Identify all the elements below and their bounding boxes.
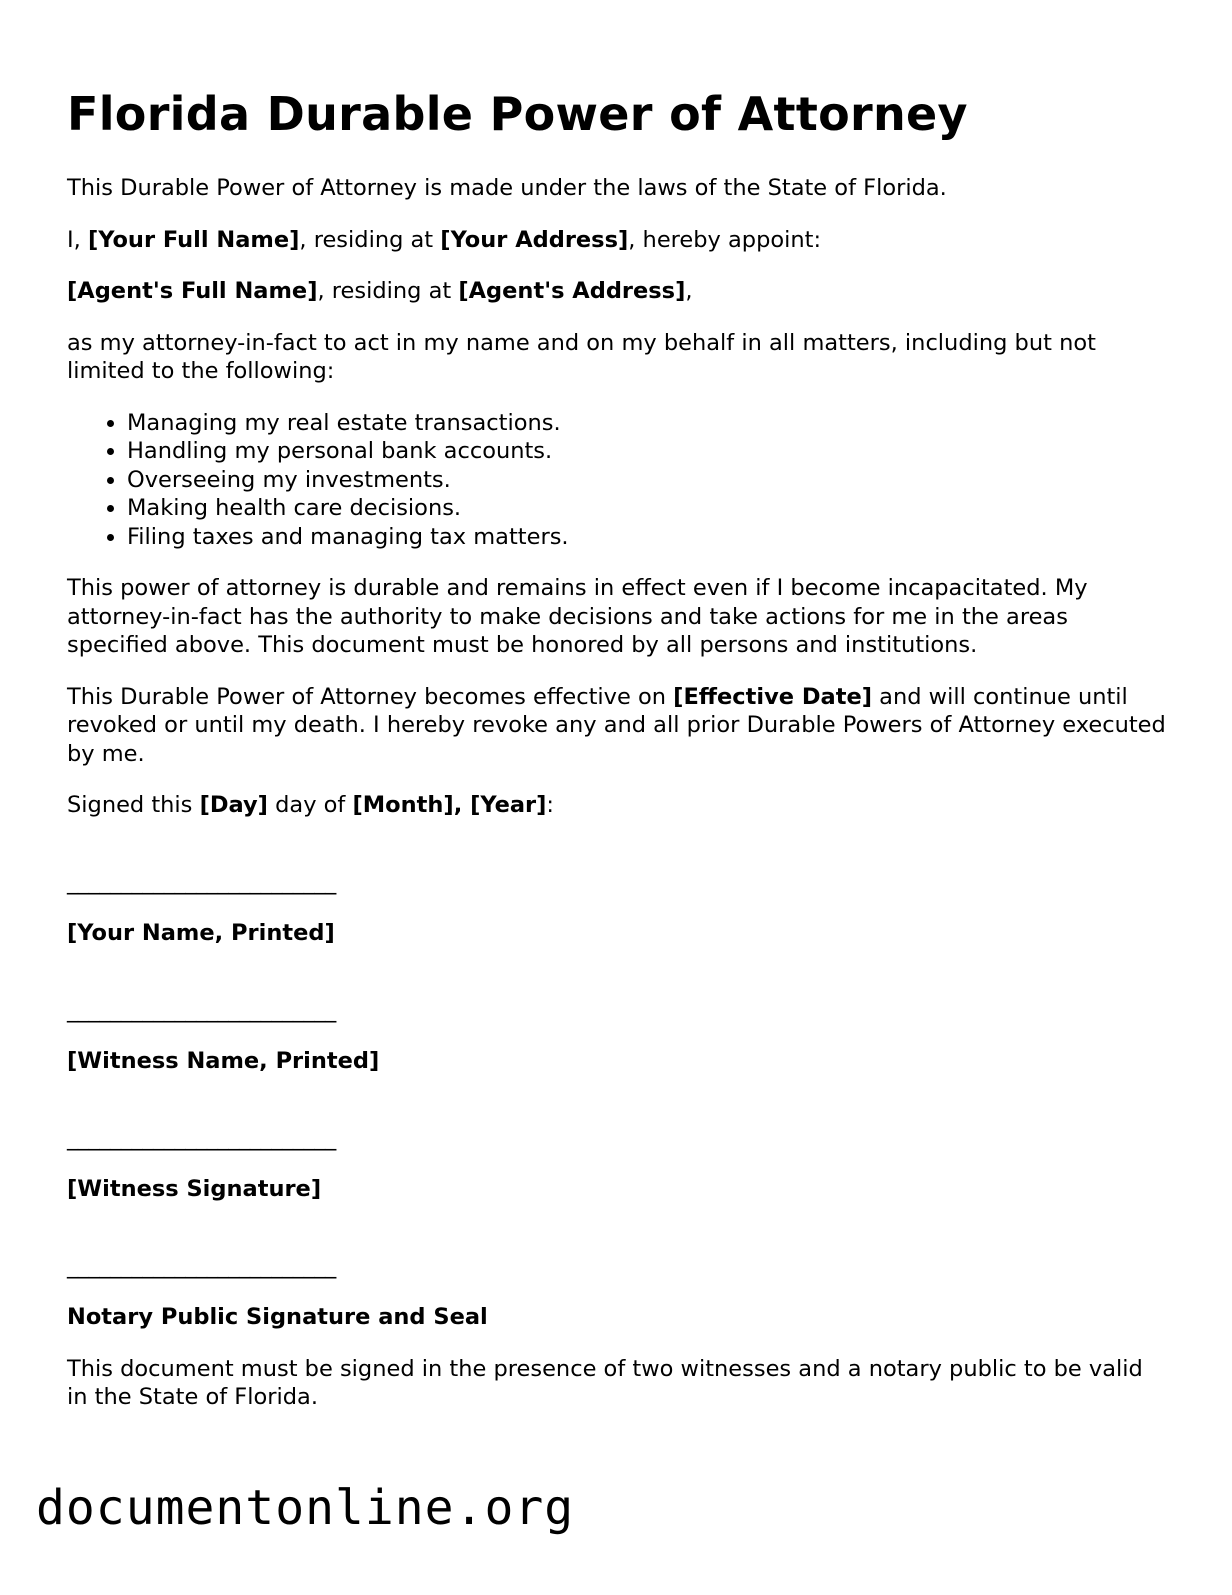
list-item: • Managing my real estate transactions. bbox=[127, 409, 1167, 438]
document-title: Florida Durable Power of Attorney bbox=[67, 87, 968, 141]
scope-intro-paragraph: as my attorney-in-fact to act in my name and on my behalf in all matters, including but not limited to the following: bbox=[67, 329, 1096, 384]
principal-paragraph bbox=[67, 226, 1167, 255]
signed-day-placeholder: [Day] bbox=[199, 792, 268, 818]
list-item: • Overseeing my investments. bbox=[127, 466, 1167, 495]
principal-prefix: I, bbox=[67, 226, 88, 253]
watermark: documentonline.org bbox=[36, 1480, 575, 1536]
signed-month-year-placeholder: [Month], [Year] bbox=[352, 792, 547, 818]
signature-line[interactable]: _________________________ bbox=[67, 868, 336, 895]
principal-suffix: , hereby appoint: bbox=[628, 226, 822, 253]
intro-paragraph: This Durable Power of Attorney is made under the laws of the State of Florida. bbox=[67, 175, 947, 201]
agent-name-placeholder: [Agent's Full Name] bbox=[67, 278, 318, 304]
durability-paragraph: This power of attorney is durable and remains in effect even if I become incapacitated. My attorney-in-fact has the authority to make decisions and take actions for me in the areas specified above. This document must be honored by all persons and institutions. bbox=[67, 575, 1088, 658]
signed-paragraph bbox=[67, 791, 1167, 820]
effective-prefix: This Durable Power of Attorney becomes effective on bbox=[67, 683, 674, 710]
agent-address-placeholder: [Agent's Address] bbox=[458, 278, 686, 304]
powers-list bbox=[67, 409, 1167, 552]
principal-address-placeholder: [Your Address] bbox=[440, 226, 629, 253]
signature-label-witness-signature: [Witness Signature] bbox=[67, 1176, 322, 1202]
effective-date-placeholder: [Effective Date] bbox=[673, 683, 873, 710]
signed-prefix: Signed this bbox=[67, 792, 200, 818]
effective-paragraph bbox=[67, 683, 1167, 769]
agent-paragraph bbox=[67, 277, 1167, 306]
list-item: • Handling my personal bank accounts. bbox=[127, 437, 1167, 466]
agent-suffix: , bbox=[685, 278, 693, 304]
agent-mid: , residing at bbox=[317, 278, 459, 304]
signature-line[interactable]: _________________________ bbox=[67, 1124, 336, 1151]
signature-label-principal: [Your Name, Printed] bbox=[67, 920, 335, 946]
list-item: • Filing taxes and managing tax matters. bbox=[127, 523, 1167, 552]
principal-name-placeholder: [Your Full Name] bbox=[87, 226, 300, 253]
signed-suffix: : bbox=[546, 792, 555, 818]
closing-paragraph: This document must be signed in the presence of two witnesses and a notary public to be valid in the State of Florida. bbox=[67, 1355, 1143, 1410]
signature-label-notary: Notary Public Signature and Seal bbox=[67, 1304, 488, 1330]
signature-line[interactable]: _________________________ bbox=[67, 996, 336, 1023]
effective-suffix: and will continue until revoked or until my death. I hereby revoke any and all prior Durable Powers of Attorney executed by me. bbox=[67, 683, 1166, 767]
document-page bbox=[67, 86, 1167, 1435]
principal-mid: , residing at bbox=[299, 226, 441, 253]
list-item: • Making health care decisions. bbox=[127, 494, 1167, 523]
signed-mid: day of bbox=[267, 792, 353, 818]
signature-label-witness-name: [Witness Name, Printed] bbox=[67, 1048, 380, 1074]
signature-line[interactable]: _________________________ bbox=[67, 1252, 336, 1279]
